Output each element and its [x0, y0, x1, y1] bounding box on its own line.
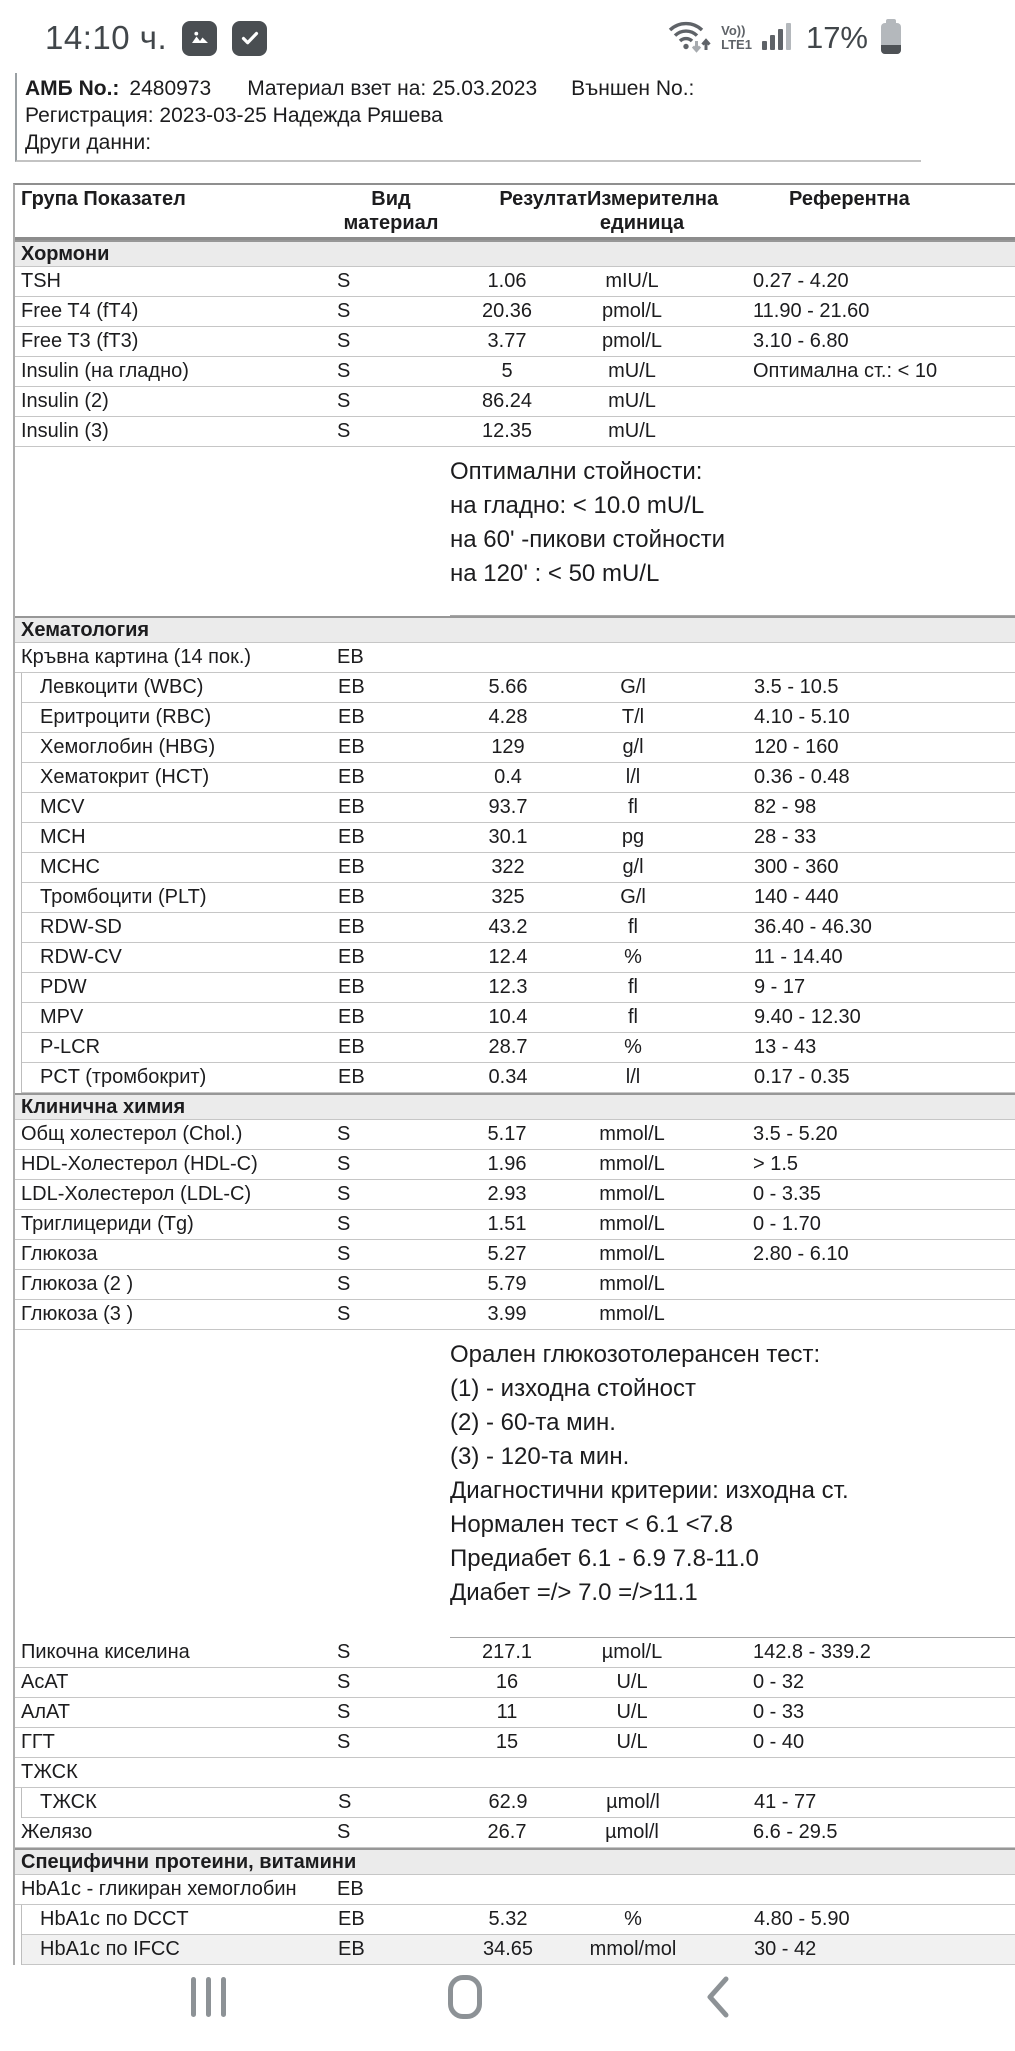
cell-material: S — [337, 270, 351, 292]
cell-reference: 0.27 - 4.20 — [753, 270, 849, 292]
column-header-indicator: Група Показател — [21, 188, 186, 210]
cell-reference: 41 - 77 — [754, 1791, 817, 1813]
cell-unit: mmol/L — [599, 1153, 665, 1175]
cell-unit: % — [624, 1036, 642, 1058]
cell-reference — [697, 1758, 1015, 1787]
cell-unit: fl — [628, 1006, 638, 1028]
cell-reference: Оптимална ст.: < 10 — [753, 360, 938, 382]
cell-material: S — [337, 1731, 351, 1753]
table-row — [15, 1698, 1015, 1728]
note-line: Нормален тест < 6.1 <7.8 — [450, 1511, 733, 1538]
cell-material — [335, 1758, 447, 1787]
cell-result: 5.79 — [487, 1273, 527, 1295]
volte-label: Vo)) — [721, 23, 746, 38]
cell-material: S — [338, 1791, 352, 1813]
subtable — [21, 1905, 1015, 1965]
table-row — [22, 1788, 1015, 1818]
cell-indicator: PCT (тромбокрит) — [40, 1066, 207, 1088]
cell-indicator: RDW-SD — [40, 916, 122, 938]
cell-material: S — [337, 390, 351, 412]
cell-reference: 300 - 360 — [754, 856, 839, 878]
note-line: Орален глюкозотолерансен тест: — [450, 1341, 821, 1368]
cell-indicator: Insulin (на гладно) — [21, 360, 189, 382]
note-line: на гладно: < 10.0 mU/L — [450, 492, 705, 519]
cell-indicator: ГГТ — [21, 1731, 55, 1753]
column-header-unit: Измерителна единица — [587, 188, 719, 234]
cell-indicator: TSH — [21, 270, 61, 292]
cell-result: 30.1 — [488, 826, 528, 848]
cell-result: 26.7 — [487, 1821, 527, 1843]
cell-reference — [697, 387, 1015, 416]
cell-result: 0.4 — [494, 766, 522, 788]
cell-indicator: Триглицериди (Tg) — [21, 1213, 194, 1235]
cell-reference: 82 - 98 — [754, 796, 817, 818]
note-cell — [15, 1330, 1015, 1638]
cell-indicator: HbA1c по IFCC — [40, 1938, 180, 1960]
note-cell — [15, 447, 1015, 616]
cell-unit: pg — [621, 826, 645, 848]
cell-unit: pmol/L — [601, 300, 663, 322]
cell-indicator: Желязо — [21, 1821, 93, 1843]
table-row — [22, 1033, 1015, 1063]
status-bar — [0, 0, 921, 70]
cell-result: 217.1 — [481, 1641, 533, 1663]
battery-fill — [881, 45, 901, 54]
battery-percent: 17% — [805, 20, 868, 55]
cell-reference: 9.40 - 12.30 — [754, 1006, 861, 1028]
cell-indicator: MCV — [40, 796, 85, 818]
cell-material: ЕВ — [338, 706, 365, 728]
cell-result: 12.4 — [488, 946, 528, 968]
cell-material: ЕВ — [338, 886, 365, 908]
cell-indicator: MCH — [40, 826, 86, 848]
cell-reference: 3.5 - 5.20 — [753, 1123, 838, 1145]
cell-material: S — [337, 1821, 351, 1843]
note-line: на 120' : < 50 mU/L — [450, 560, 660, 587]
cell-unit: mmol/L — [599, 1213, 665, 1235]
cell-reference: 0 - 1.70 — [753, 1213, 821, 1235]
cell-material: S — [337, 420, 351, 442]
cell-reference: 3.10 - 6.80 — [753, 330, 849, 352]
cell-result: 5.32 — [488, 1908, 528, 1930]
table-row — [15, 387, 1015, 417]
cell-result: 1.06 — [487, 270, 527, 292]
cell-reference: 0 - 32 — [753, 1671, 805, 1693]
cell-reference: 11 - 14.40 — [754, 946, 843, 968]
table-row — [15, 1270, 1015, 1300]
cell-indicator: Глюкоза — [21, 1243, 98, 1265]
cell-unit: mmol/L — [599, 1183, 665, 1205]
note-line: Диагностични критерии: изходна ст. — [450, 1477, 849, 1504]
note-line: Оптимални стойности: — [450, 458, 703, 485]
cell-material: ЕВ — [337, 1878, 364, 1900]
cell-material: S — [337, 1273, 351, 1295]
cell-material: S — [337, 1701, 351, 1723]
photo-icon — [182, 21, 217, 56]
report-header — [15, 73, 921, 162]
status-bar-right — [666, 17, 901, 59]
cell-unit: µmol/l — [605, 1821, 659, 1843]
cell-result: 28.7 — [488, 1036, 528, 1058]
note-line: Предиабет 6.1 - 6.9 7.8-11.0 — [450, 1545, 759, 1572]
cell-unit: fl — [628, 976, 638, 998]
cell-unit: % — [624, 946, 642, 968]
cell-material: ЕВ — [338, 736, 365, 758]
cell-unit: G/l — [620, 676, 646, 698]
cell-unit: T/l — [621, 706, 645, 728]
cell-indicator: АлАТ — [21, 1701, 71, 1723]
cell-unit: mU/L — [608, 390, 656, 412]
cell-result: 0.34 — [488, 1066, 528, 1088]
table-row — [15, 417, 1015, 447]
cell-result: 5 — [501, 360, 513, 382]
table-row — [15, 1668, 1015, 1698]
cell-result — [447, 1758, 567, 1787]
cell-result: 322 — [491, 856, 525, 878]
cell-material: ЕВ — [338, 1066, 365, 1088]
cell-unit — [567, 1875, 697, 1904]
cell-indicator: MPV — [40, 1006, 84, 1028]
cell-reference: 30 - 42 — [754, 1938, 817, 1960]
cell-unit: mmol/L — [599, 1273, 665, 1295]
cell-material: ЕВ — [338, 676, 365, 698]
cell-unit: µmol/L — [601, 1641, 663, 1663]
cell-result: 12.35 — [481, 420, 533, 442]
cell-reference: 140 - 440 — [754, 886, 839, 908]
cell-material: S — [337, 1153, 351, 1175]
table-row — [22, 1905, 1015, 1935]
cell-result — [447, 1875, 567, 1904]
table-row — [15, 267, 1015, 297]
cell-indicator: RDW-CV — [40, 946, 122, 968]
status-bar-left — [45, 19, 267, 57]
table-row — [22, 763, 1015, 793]
cell-reference: 142.8 - 339.2 — [753, 1641, 871, 1663]
cell-material: ЕВ — [338, 856, 365, 878]
section-row: Клинична химия — [15, 1093, 1015, 1120]
cell-indicator: LDL-Холестерол (LDL-C) — [21, 1183, 252, 1205]
table-row — [22, 1935, 1015, 1965]
cell-material: ЕВ — [337, 646, 364, 668]
cell-indicator: P-LCR — [40, 1036, 101, 1058]
cell-unit: fl — [628, 916, 638, 938]
cell-unit: % — [624, 1908, 642, 1930]
cell-reference: 3.5 - 10.5 — [754, 676, 839, 698]
cell-indicator: Free T3 (fT3) — [21, 330, 139, 352]
table-row — [15, 1150, 1015, 1180]
cell-result: 12.3 — [488, 976, 528, 998]
clock: 14:10 ч. — [45, 19, 168, 56]
cell-indicator: PDW — [40, 976, 87, 998]
cell-reference: 0.17 - 0.35 — [754, 1066, 850, 1088]
cell-unit: µmol/l — [606, 1791, 660, 1813]
table-row — [22, 853, 1015, 883]
table-row — [15, 1210, 1015, 1240]
cell-indicator: Пикочна киселина — [21, 1641, 190, 1663]
cell-material: S — [337, 360, 351, 382]
cell-reference: 13 - 43 — [754, 1036, 817, 1058]
note-line: (2) - 60-та мин. — [450, 1409, 616, 1436]
note-line: (1) - изходна стойност — [450, 1375, 696, 1402]
table-row — [22, 973, 1015, 1003]
cell-reference: 0 - 40 — [753, 1731, 805, 1753]
cell-unit — [567, 1758, 697, 1787]
cell-unit: mmol/L — [599, 1243, 665, 1265]
cell-unit: l/l — [625, 1066, 641, 1088]
results-table — [13, 183, 1015, 1965]
cell-reference — [697, 1300, 1015, 1329]
cell-unit: l/l — [625, 766, 641, 788]
section-row: Специфични протеини, витамини — [15, 1848, 1015, 1875]
table-row — [15, 297, 1015, 327]
cell-result: 16 — [495, 1671, 519, 1693]
cell-reference: 0 - 3.35 — [753, 1183, 821, 1205]
table-row — [15, 357, 1015, 387]
cell-indicator: HbA1c по DCCT — [40, 1908, 189, 1930]
table-row — [22, 733, 1015, 763]
cell-unit: U/L — [616, 1671, 648, 1693]
cell-result: 5.27 — [487, 1243, 527, 1265]
document-scroll-area[interactable] — [0, 73, 938, 1960]
cell-material: ЕВ — [338, 976, 365, 998]
amb-number-label: АМБ No.: — [25, 77, 120, 100]
cell-material: ЕВ — [338, 1938, 365, 1960]
cell-reference: 28 - 33 — [754, 826, 817, 848]
cell-result: 15 — [495, 1731, 519, 1753]
cell-indicator: Глюкоза (3 ) — [21, 1303, 134, 1325]
cell-result: 5.66 — [488, 676, 528, 698]
cell-indicator: ТЖСК — [40, 1791, 97, 1813]
cell-unit: pmol/L — [601, 330, 663, 352]
cell-material: S — [337, 1671, 351, 1693]
cell-result: 1.51 — [487, 1213, 527, 1235]
cell-unit: mmol/L — [599, 1123, 665, 1145]
signal-icon — [761, 20, 795, 57]
table-row — [22, 673, 1015, 703]
cell-unit: U/L — [616, 1701, 648, 1723]
cell-indicator: Общ холестерол (Chol.) — [21, 1123, 243, 1145]
cell-reference: 0 - 33 — [753, 1701, 805, 1723]
table-row — [15, 1120, 1015, 1150]
cell-material: ЕВ — [338, 826, 365, 848]
cell-unit: g/l — [622, 856, 644, 878]
table-row — [15, 1728, 1015, 1758]
table-row — [22, 793, 1015, 823]
cell-material: S — [337, 1641, 351, 1663]
cell-material: S — [337, 1243, 351, 1265]
cell-reference: 6.6 - 29.5 — [753, 1821, 838, 1843]
table-row — [15, 327, 1015, 357]
note-spacer — [15, 1330, 450, 1638]
home-icon[interactable] — [448, 1975, 482, 2019]
cell-indicator: MCHC — [40, 856, 100, 878]
note-line: на 60' -пикови стойности — [450, 526, 726, 553]
column-header-result: Резултат — [499, 188, 587, 210]
cell-indicator: Кръвна картина (14 пок.) — [21, 646, 252, 668]
cell-indicator: Insulin (2) — [21, 390, 109, 412]
cell-reference: 4.80 - 5.90 — [754, 1908, 850, 1930]
note-line: (3) - 120-та мин. — [450, 1443, 630, 1470]
cell-result: 3.77 — [487, 330, 527, 352]
cell-reference: 2.80 - 6.10 — [753, 1243, 849, 1265]
table-row — [15, 1638, 1015, 1668]
table-header-row — [15, 185, 1015, 240]
battery-icon — [881, 23, 901, 54]
cell-material: ЕВ — [338, 946, 365, 968]
recents-icon[interactable] — [191, 1977, 226, 2017]
external-number-label: Външен No.: — [571, 77, 695, 100]
cell-reference: 11.90 - 21.60 — [753, 300, 870, 322]
cell-indicator: Левкоцити (WBC) — [40, 676, 204, 698]
group-row — [15, 643, 1015, 673]
cell-unit: mU/L — [608, 360, 656, 382]
cell-result: 5.17 — [487, 1123, 527, 1145]
table-row — [22, 913, 1015, 943]
cell-unit: mmol/L — [599, 1303, 665, 1325]
cell-reference — [697, 643, 1015, 672]
cell-material: S — [337, 300, 351, 322]
cell-material: ЕВ — [338, 796, 365, 818]
cell-indicator: Хемоглобин (HBG) — [40, 736, 216, 758]
note-text — [450, 447, 1015, 616]
cell-material: S — [337, 1213, 351, 1235]
cell-unit: U/L — [616, 1731, 648, 1753]
section-row: Хематология — [15, 616, 1015, 643]
table-row — [22, 1063, 1015, 1093]
cell-indicator: Free T4 (fT4) — [21, 300, 139, 322]
table-row — [15, 1240, 1015, 1270]
cell-result: 34.65 — [482, 1938, 534, 1960]
note-spacer — [15, 447, 450, 616]
registration-line: Регистрация: 2023-03-25 Надежда Ряшева — [25, 104, 443, 127]
table-row — [22, 883, 1015, 913]
cell-indicator: АсАТ — [21, 1671, 69, 1693]
cell-material: ЕВ — [338, 1036, 365, 1058]
cell-indicator: Хематокрит (HCT) — [40, 766, 210, 788]
network-type-label — [721, 24, 752, 52]
cell-reference — [697, 1270, 1015, 1299]
cell-reference: 9 - 17 — [754, 976, 806, 998]
cell-reference: 120 - 160 — [754, 736, 839, 758]
cell-material: ЕВ — [338, 766, 365, 788]
cell-indicator: Еритроцити (RBC) — [40, 706, 212, 728]
cell-unit: mU/L — [608, 420, 656, 442]
cell-result: 4.28 — [488, 706, 528, 728]
column-header-reference: Референтна — [789, 188, 910, 210]
cell-result — [447, 643, 567, 672]
cell-indicator: HbA1c - гликиран хемоглобин — [21, 1878, 297, 1900]
other-data-line: Други данни: — [25, 131, 152, 154]
cell-result: 129 — [491, 736, 525, 758]
table-row — [15, 1180, 1015, 1210]
subtable — [21, 673, 1015, 1093]
cell-result: 3.99 — [487, 1303, 527, 1325]
cell-indicator: Глюкоза (2 ) — [21, 1273, 134, 1295]
cell-material: S — [337, 1183, 351, 1205]
cell-unit: mmol/mol — [589, 1938, 677, 1960]
report-header-line-1 — [25, 75, 921, 102]
cell-unit — [567, 643, 697, 672]
cell-result: 11 — [496, 1701, 518, 1723]
group-row — [15, 1875, 1015, 1905]
check-icon — [232, 21, 267, 56]
cell-result: 1.96 — [487, 1153, 527, 1175]
cell-unit: g/l — [622, 736, 644, 758]
cell-reference — [697, 417, 1015, 446]
column-header-material: Вид материал — [343, 188, 439, 234]
cell-result: 43.2 — [488, 916, 528, 938]
cell-unit: mIU/L — [605, 270, 659, 292]
cell-material: S — [337, 1123, 351, 1145]
amb-number-value: 2480973 — [129, 77, 212, 100]
cell-unit: fl — [628, 796, 638, 818]
note-text — [450, 1330, 1015, 1638]
table-row — [15, 1818, 1015, 1848]
table-row — [22, 703, 1015, 733]
material-taken-date: Материал взет на: 25.03.2023 — [247, 77, 538, 100]
cell-material: S — [337, 330, 351, 352]
cell-material: ЕВ — [338, 1908, 365, 1930]
cell-result: 2.93 — [487, 1183, 527, 1205]
wifi-icon — [666, 17, 712, 59]
cell-material: ЕВ — [338, 1006, 365, 1028]
table-row — [15, 1300, 1015, 1330]
table-row — [22, 943, 1015, 973]
cell-indicator: ТЖСК — [21, 1761, 78, 1783]
cell-reference: 4.10 - 5.10 — [754, 706, 850, 728]
cell-result: 86.24 — [481, 390, 533, 412]
table-row — [22, 823, 1015, 853]
cell-indicator: Тромбоцити (PLT) — [40, 886, 207, 908]
lte-label: LTE1 — [721, 37, 752, 52]
table-row — [22, 1003, 1015, 1033]
cell-indicator: HDL-Холестерол (HDL-C) — [21, 1153, 258, 1175]
group-row — [15, 1758, 1015, 1788]
cell-result: 10.4 — [488, 1006, 528, 1028]
cell-unit: G/l — [620, 886, 646, 908]
cell-result: 62.9 — [488, 1791, 528, 1813]
results-table-body — [15, 240, 1015, 1965]
note-line: Диабет =/> 7.0 =/>11.1 — [450, 1579, 698, 1606]
cell-result: 20.36 — [481, 300, 533, 322]
cell-reference — [697, 1875, 1015, 1904]
cell-result: 93.7 — [488, 796, 528, 818]
subtable — [21, 1788, 1015, 1818]
cell-result: 325 — [491, 886, 525, 908]
cell-material: ЕВ — [338, 916, 365, 938]
back-icon[interactable] — [704, 1975, 730, 2019]
cell-material: S — [337, 1303, 351, 1325]
section-row: Хормони — [15, 240, 1015, 267]
cell-reference: 0.36 - 0.48 — [754, 766, 850, 788]
cell-reference: 36.40 - 46.30 — [754, 916, 872, 938]
cell-indicator: Insulin (3) — [21, 420, 109, 442]
cell-reference: > 1.5 — [753, 1153, 799, 1175]
